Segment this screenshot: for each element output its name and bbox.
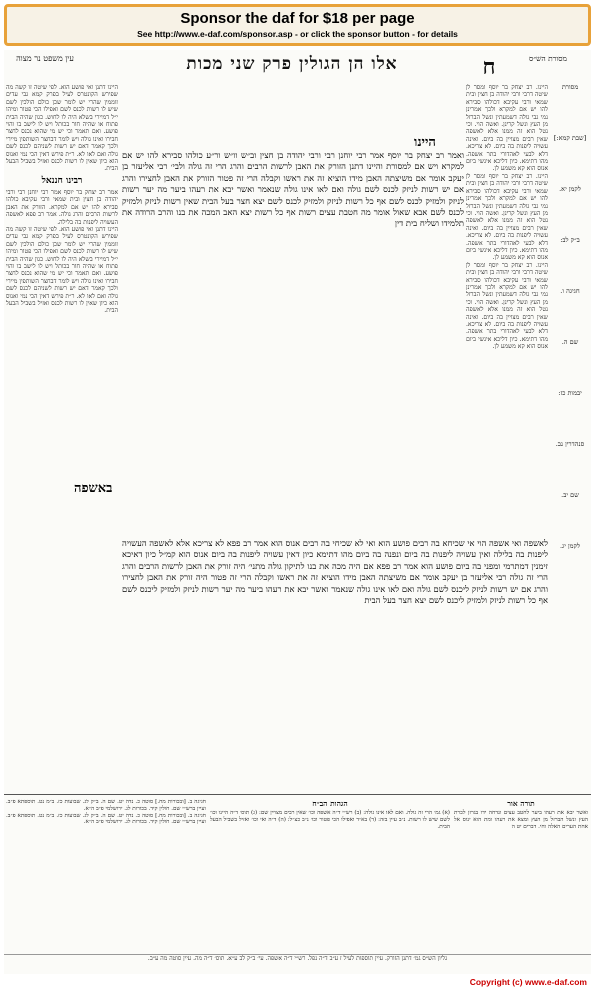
sponsor-subtitle[interactable]: See http://www.e-daf.com/sponsor.asp - or click the sponsor button - for details (137, 29, 458, 39)
tosafot-dibbur-marker: באשפה (74, 481, 113, 496)
gemara-opening-word: היינו (414, 135, 436, 150)
rashi-text: היינו. רב יצחק בר יוסף ומסר לן שיטה דרבי ורבי יהודה בן חצין ובית שמאי ורבי עקיבא דכולהו סבירא להו יש אם למקרא ולכך אמרינן נמי גבי גולה דשמעתין ונשל הברזל מן העץ ונשל קרינן. ואשה הוי. וכי נטל הוא זה ממנו אלא לאשפה שאין רבים מצויין בה ביום. ואינה עשויה ליפנות בה ביום. לא צריכא. דלא לבעי לאהדורי בתר אשפה. מהו דתימא. כיון דליכא אינשי ביום אנוס הוא קא משמע לן. (466, 84, 548, 173)
sponsor-banner[interactable] (4, 4, 591, 46)
torah-ohr-text: ואשר יבא את רעהו ביער לחטב עצים ונדחה ידו בגרזן לכרת העץ ונשל הברזל מן העץ ומצא את רעהו ומת הוא ינוס אל אחת הערים האלה וחי. דברים יט ה (454, 810, 588, 830)
hagahot-column (210, 799, 450, 949)
margin-ref: יבמות כז: (558, 389, 582, 397)
talmud-page (4, 50, 591, 974)
bottom-left-text-cont: חגיגה ב. [ובכורות מח.] סוטה כ. נדה יט. שם ה. ב״ק לג. שבועות כז. ב״מ נט. תוספתא פ״ב. ועיין ברש״י שם. חולין קיד. בכורות לג. ירושלמי פ״ב ה״א. (6, 812, 206, 826)
margin-ref: שם ה. (561, 338, 579, 346)
page-title: אלו הן הגולין פרק שני מכות (186, 54, 398, 74)
gilyon-hashas-footnote (4, 954, 591, 972)
gilyon-hashas-text: גליון הש״ס גמ׳ דתנן הזורק. עיין תוספות לעיל ז ע״ב ד״ה נפל. רש״י ד״ה אשפה. עי׳ ב״ק לב ע״א. תוס׳ ד״ה מה. עיין סוטה מה ע״ב. (147, 955, 448, 962)
margin-ref: מסורת (561, 84, 579, 91)
sponsor-title[interactable]: Sponsor the daf for $18 per page (180, 10, 415, 27)
margin-ref: שם יב. (561, 491, 579, 499)
margin-ref: חגיגה ו. (560, 287, 580, 295)
rashi-column (466, 84, 548, 524)
torah-ohr-heading: תורה אור (507, 799, 535, 808)
hagahot-text: (א) גמ׳ הרי זה גולה. ואם לאו אינו גולה: (ב) רש״י ד״ה אשפה וכו׳ שאין רבים מצויין שם: (ג) תוס׳ ד״ה היינו וכו׳ לשם שיש לו רשות. נ״ב עיין בזה: (ד) בא״ד ואפילו הכי פטור וכו׳ נ״ב כצ״ל: (ה) ד״ה ואי וכו׳ ואזיל בשביל הבעל הבית. (210, 810, 450, 830)
margin-ref: סנהדרין נב. (555, 440, 585, 448)
tosafot-column (6, 84, 118, 724)
tosafot-text: היינו דתנן ואי פושע הוא. לפי שיטה זו קשה מה שפירש הקונטרס לעיל בפרק קמא גבי עדים זוממין שהרי יש לומר שכן כולם הולכין לשם שיש לו רשות לכנס לשם ואפילו הכי פטור ומיהו י״ל דמיירי בשלא היה לו לחוש. כגון שהיה הבית פתוח או שהיה חור בכותל ויש לו לישב בו והוי פושע. ואם תאמר וכי יש מי שהוא נכנס לחצר חבירו ואינו גולה ויש לומר דבחצר השותפין מיירי ולכך קאמר דאם יש רשות לשניהם לכנס לשם גולה ואם לאו לא. ר״ת פירש דאין הכי נמי ואנוס הוא כיון שאין לו רשות לכנס ואזיל בשביל הבעל הבית. (6, 84, 118, 173)
tosafot-text-cont: היינו דתנן ואי פושע הוא. לפי שיטה זו קשה מה שפירש הקונטרס לעיל בפרק קמא גבי עדים זוממין שהרי יש לומר שכן כולם הולכין לשם שיש לו רשות לכנס לשם ואפילו הכי פטור ומיהו י״ל דמיירי בשלא היה לו לחוש. כגון שהיה הבית פתוח או שהיה חור בכותל ויש לו לישב בו והוי פושע. ואם תאמר וכי יש מי שהוא נכנס לחצר חבירו ואינו גולה ויש לומר דבחצר השותפין מיירי ולכך קאמר דאם יש רשות לשניהם לכנס לשם גולה ואם לאו לא. ר״ת פירש דאין הכי נמי ואנוס הוא כיון שאין לו רשות לכנס ואזיל בשביל הבעל הבית. (6, 225, 118, 315)
mesorah-margin (550, 84, 590, 724)
margin-ref: [שבת קמא:] (553, 134, 587, 142)
gemara-wide-column (122, 538, 548, 788)
copyright-link[interactable]: Copyright (c) www.e-daf.com (469, 977, 587, 987)
gemara-column (122, 150, 464, 538)
torah-ohr-column (454, 799, 588, 949)
margin-ref: לקמן יא. (559, 185, 581, 193)
gemara-text: ואמר רב יצחק בר יוסף אמר רבי יוחנן רבי ורבי יהודה בן חצין וב״ש וו״ש ור״ע כולהו סבירא להו יש אם למקרא ויש אם למסורת והיינו דתנן הזורק את האבן לרשות הרבים והרג הרי זה גולה ולבי׳ רבי אליעזר בן יעקב אומר אם משיצתה האבן מידו הוציא זה את ראשו וקבלה הרי זה פטור הזורק את האבן לחצירו והרג אם יש רשות לניזק לכנס לשם גולה ואם לאו אינו גולה שנאמר ואשר יבא את רעהו ביער מה יער רשות לניזק ולמזיק לכנס לשם אף כל רשות לניזק ולמזיק לכנס לשם יצא חצר בעל הבית שאין רשות לניזק ולמזיק לכנס לשם אבא שאול אומר מה חטבת עצים רשות אף כל רשות יצא האב המכה את בנו והרב הרודה את תלמידו ושליח בית דין (122, 150, 464, 229)
bottom-left-text: חגיגה ב. [ובכורות מח.] סוטה כ. נדה יט. שם ה. ב״ק לג. שבועות כז. ב״מ נט. תוספתא פ״ב. ועיין ברש״י שם. חולין קיד. בכורות לג. ירושלמי פ״ב ה״א. (6, 799, 206, 812)
bottom-left-column (6, 799, 206, 949)
rashi-text-cont2: היינו. רב יצחק בר יוסף ומסר לן שיטה דרבי ורבי יהודה בן חצין ובית שמאי ורבי עקיבא דכולהו סבירא להו יש אם למקרא ולכך אמרינן נמי גבי גולה דשמעתין ונשל הברזל מן העץ ונשל קרינן. ואשה הוי. וכי נטל הוא זה ממנו אלא לאשפה שאין רבים מצויין בה ביום. ואינה עשויה ליפנות בה ביום. לא צריכא. דלא לבעי לאהדורי בתר אשפה. מהו דתימא. כיון דליכא אינשי ביום אנוס הוא קא משמע לן. (466, 261, 548, 351)
hagahot-heading: הגהות הב״ח (312, 799, 348, 808)
mesorah-header: מסורת הש״ס (528, 54, 567, 63)
margin-ref: לקמן יג. (559, 542, 580, 550)
margin-ref: ב״ק לב: (560, 236, 580, 244)
rabbeinu-chananel-heading: רבינו חננאל (41, 175, 83, 186)
ein-mishpat-header: עין משפט נר מצוה (16, 54, 74, 63)
rabbeinu-chananel-text: אמר רב יצחק בר יוסף אמר רבי יוחנן רבי ורבי יהודה בן חצין ובית שמאי ורבי עקיבא כולהו סבירא להו יש אם למקרא. הזורק את האבן לרשות הרבים והרג גולה. אמר רב פפא לאשפה העשויה ליפנות בה בלילה. (6, 188, 118, 226)
gemara-text-wide: לאשפה ואי אשפה הוי אי שכיחא בה רבים פושע הוא ואי לא שכיחי בה רבים אנוס הוא אמר רב פפא לא צריכא אלא לאשפה העשויה ליפנות בה בלילה ואין עשויה ליפנות בה ביום ונפנה בה ביום מהו דתימא כיון דאין עשויה ליפנות בה ביום אנוס הוא קמ״ל כיון דאיכא זימנין דמתרמי ומפני בה ביום פושע הוא אמר רב פפא אם היה מכה את בנו לתיקון גולה מתני׳ היה זורק את האבן לרשות הרבים והרג הרי זה גולה רבי אליעזר בן יעקב אומר אם משיצתה האבן מידו הוציא זה את ראשו וקבלה הרי זה פטור היה זורק את האבן לחצירו והרג אם יש רשות לניזק ליכנס לשם גולה ואם לאו אינו גולה שנאמר ואשר יבא את רעהו ביער מה יער רשות לניזק ולמזיק ליכנס לשם אף כל רשות לניזק ולמזיק ליכנס לשם יצא חצר בעל הבית (122, 538, 548, 606)
bottom-commentary (4, 794, 591, 954)
daf-number: ח (482, 54, 496, 80)
rashi-text-cont: היינו. רב יצחק בר יוסף ומסר לן שיטה דרבי ורבי יהודה בן חצין ובית שמאי ורבי עקיבא דכולהו סבירא להו יש אם למקרא ולכך אמרינן נמי גבי גולה דשמעתין ונשל הברזל מן העץ ונשל קרינן. ואשה הוי. וכי נטל הוא זה ממנו אלא לאשפה שאין רבים מצויין בה ביום. ואינה עשויה ליפנות בה ביום. לא צריכא. דלא לבעי לאהדורי בתר אשפה. מהו דתימא. כיון דליכא אינשי ביום אנוס הוא קא משמע לן. (466, 172, 548, 262)
